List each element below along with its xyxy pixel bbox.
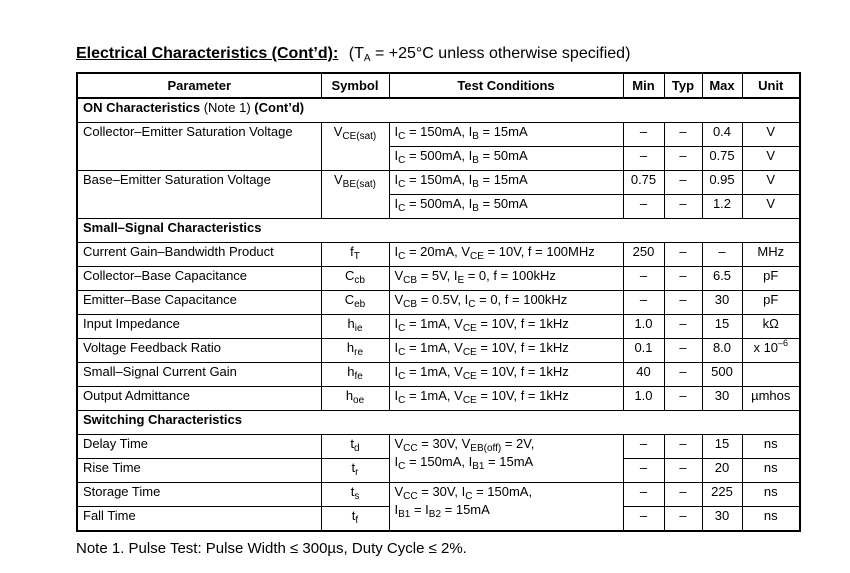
column-header: Parameter <box>77 73 321 98</box>
unit-cell: kΩ <box>742 315 800 339</box>
min-cell: – <box>623 435 664 459</box>
min-cell: 0.75 <box>623 171 664 195</box>
unit-cell: ns <box>742 483 800 507</box>
unit-cell: µmhos <box>742 387 800 411</box>
table-row <box>77 171 800 195</box>
min-cell: 1.0 <box>623 315 664 339</box>
test-condition-cell: $I_C = 500mA$, $I_B = 50mA$ <box>389 195 623 219</box>
section-row <box>77 98 800 123</box>
column-header: Unit <box>742 73 800 98</box>
min-cell: – <box>623 123 664 147</box>
section-row <box>77 219 800 243</box>
max-cell: – <box>702 243 742 267</box>
max-cell: 15 <box>702 315 742 339</box>
min-cell: – <box>623 291 664 315</box>
typ-cell: – <box>664 435 702 459</box>
typ-cell: – <box>664 339 702 363</box>
unit-cell <box>742 363 800 387</box>
table-row <box>77 435 800 459</box>
table-row <box>77 339 800 363</box>
typ-cell: – <box>664 507 702 532</box>
table-row <box>77 123 800 147</box>
table-row <box>77 243 800 267</box>
test-condition-cell: $I_C = 20mA$, $V_{CE} = 10V$, f = 100MHz <box>389 243 623 267</box>
symbol-cell: $t_f$ <box>321 507 389 532</box>
column-header: Test Conditions <box>389 73 623 98</box>
unit-cell: V <box>742 171 800 195</box>
test-condition-cell: $I_C = 1mA$, $V_{CE} = 10V$, f = 1kHz <box>389 339 623 363</box>
symbol-cell: $t_d$ <box>321 435 389 459</box>
test-condition-cell: $V_{CB} = 5V$, $I_E = 0$, f = 100kHz <box>389 267 623 291</box>
max-cell: 0.75 <box>702 147 742 171</box>
typ-cell: – <box>664 123 702 147</box>
symbol-cell: $h_{fe}$ <box>321 363 389 387</box>
table-row <box>77 315 800 339</box>
parameter-cell: Output Admittance <box>77 387 321 411</box>
parameter-cell: Storage Time <box>77 483 321 507</box>
column-header: Typ <box>664 73 702 98</box>
min-cell: – <box>623 195 664 219</box>
min-cell: 40 <box>623 363 664 387</box>
min-cell: 250 <box>623 243 664 267</box>
section-title-small-signal: Small–Signal Characteristics <box>77 219 800 243</box>
symbol-cell: $V_{BE(sat)}$ <box>321 171 389 219</box>
symbol-cell: $C_{cb}$ <box>321 267 389 291</box>
typ-cell: – <box>664 315 702 339</box>
test-condition-cell: $I_C = 150mA$, $I_B = 15mA$ <box>389 123 623 147</box>
heading-conditions: ($T_A = +25^\circ C$ unless otherwise specified) <box>348 45 631 64</box>
test-condition-cell: $V_{CC} = 30V$, $I_C = 150mA$, $I_{B1} = I_{B2} = 15mA$ <box>389 483 623 532</box>
test-condition-cell: $V_{CC} = 30V$, $V_{EB(off)} = 2V$, $I_C = 150mA$, $I_{B1} = 15mA$ <box>389 435 623 483</box>
section-row <box>77 411 800 435</box>
min-cell: – <box>623 459 664 483</box>
max-cell: 30 <box>702 387 742 411</box>
test-condition-cell: $I_C = 150mA$, $I_B = 15mA$ <box>389 171 623 195</box>
parameter-cell: Base–Emitter Saturation Voltage <box>77 171 321 219</box>
footnote: Note 1. Pulse Test: Pulse Width ≤ 300µs, Duty Cycle ≤ 2%. <box>76 540 467 557</box>
test-condition-cell: $V_{CB} = 0.5V$, $I_C = 0$, f = 100kHz <box>389 291 623 315</box>
test-condition-cell: $I_C = 1mA$, $V_{CE} = 10V$, f = 1kHz <box>389 387 623 411</box>
max-cell: 30 <box>702 291 742 315</box>
parameter-cell: Rise Time <box>77 459 321 483</box>
table-row <box>77 363 800 387</box>
parameter-cell: Small–Signal Current Gain <box>77 363 321 387</box>
heading-title: Electrical Characteristics (Cont’d): <box>76 45 339 62</box>
symbol-cell: $h_{re}$ <box>321 339 389 363</box>
unit-cell: ns <box>742 507 800 532</box>
max-cell: 1.2 <box>702 195 742 219</box>
parameter-cell: Collector–Emitter Saturation Voltage <box>77 123 321 171</box>
symbol-cell: $h_{ie}$ <box>321 315 389 339</box>
unit-cell: pF <box>742 291 800 315</box>
test-condition-cell: $I_C = 1mA$, $V_{CE} = 10V$, f = 1kHz <box>389 315 623 339</box>
max-cell: 500 <box>702 363 742 387</box>
unit-cell: MHz <box>742 243 800 267</box>
table-row <box>77 483 800 507</box>
max-cell: 6.5 <box>702 267 742 291</box>
table-row <box>77 291 800 315</box>
unit-cell: V <box>742 147 800 171</box>
max-cell: 20 <box>702 459 742 483</box>
min-cell: – <box>623 147 664 171</box>
parameter-cell: Input Impedance <box>77 315 321 339</box>
parameter-cell: Fall Time <box>77 507 321 532</box>
parameter-cell: Emitter–Base Capacitance <box>77 291 321 315</box>
parameter-cell: Collector–Base Capacitance <box>77 267 321 291</box>
symbol-cell: $h_{oe}$ <box>321 387 389 411</box>
min-cell: 1.0 <box>623 387 664 411</box>
table-row <box>77 267 800 291</box>
symbol-cell: $t_s$ <box>321 483 389 507</box>
heading <box>76 45 630 63</box>
test-condition-cell: $I_C = 500mA$, $I_B = 50mA$ <box>389 147 623 171</box>
parameter-cell: Current Gain–Bandwidth Product <box>77 243 321 267</box>
unit-cell: V <box>742 195 800 219</box>
typ-cell: – <box>664 195 702 219</box>
min-cell: – <box>623 507 664 532</box>
max-cell: 225 <box>702 483 742 507</box>
unit-cell: V <box>742 123 800 147</box>
max-cell: 0.4 <box>702 123 742 147</box>
table-row <box>77 387 800 411</box>
column-header: Min <box>623 73 664 98</box>
typ-cell: – <box>664 459 702 483</box>
symbol-cell: $f_T$ <box>321 243 389 267</box>
column-header: Max <box>702 73 742 98</box>
max-cell: 30 <box>702 507 742 532</box>
symbol-cell: $C_{eb}$ <box>321 291 389 315</box>
test-condition-cell: $I_C = 1mA$, $V_{CE} = 10V$, f = 1kHz <box>389 363 623 387</box>
typ-cell: – <box>664 363 702 387</box>
min-cell: – <box>623 267 664 291</box>
unit-cell: pF <box>742 267 800 291</box>
min-cell: – <box>623 483 664 507</box>
unit-cell: x $10^{-6}$ <box>742 339 800 363</box>
typ-cell: – <box>664 147 702 171</box>
typ-cell: – <box>664 171 702 195</box>
typ-cell: – <box>664 387 702 411</box>
typ-cell: – <box>664 291 702 315</box>
symbol-cell: $V_{CE(sat)}$ <box>321 123 389 171</box>
table-header-row <box>77 73 800 98</box>
max-cell: 0.95 <box>702 171 742 195</box>
typ-cell: – <box>664 267 702 291</box>
electrical-characteristics-table <box>76 72 801 532</box>
min-cell: 0.1 <box>623 339 664 363</box>
symbol-cell: $t_r$ <box>321 459 389 483</box>
section-title-switching: Switching Characteristics <box>77 411 800 435</box>
column-header: Symbol <box>321 73 389 98</box>
unit-cell: ns <box>742 435 800 459</box>
typ-cell: – <box>664 243 702 267</box>
max-cell: 8.0 <box>702 339 742 363</box>
parameter-cell: Voltage Feedback Ratio <box>77 339 321 363</box>
typ-cell: – <box>664 483 702 507</box>
section-title-on: ON Characteristics (Note 1) (Cont’d) <box>77 98 800 123</box>
max-cell: 15 <box>702 435 742 459</box>
unit-cell: ns <box>742 459 800 483</box>
parameter-cell: Delay Time <box>77 435 321 459</box>
